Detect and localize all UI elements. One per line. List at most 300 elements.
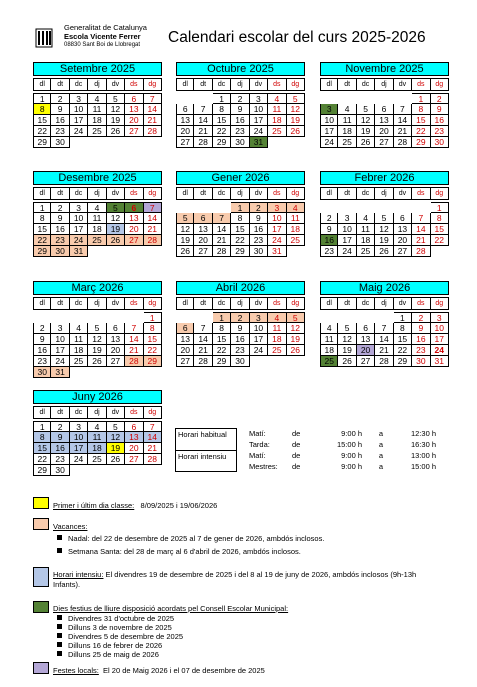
empty-cell [213,202,231,213]
day-cell: 2 [412,312,430,323]
day-cell: 17 [268,224,286,235]
weekday-label: ds [412,78,430,91]
days-grid [320,202,449,257]
day-cell: 26 [287,345,305,356]
legend-swatch-intensiu [33,567,49,587]
day-cell: 20 [125,224,143,235]
day-cell: 10 [320,115,338,126]
empty-cell [107,367,125,378]
day-cell: 26 [287,126,305,137]
day-cell: 15 [231,224,249,235]
weekday-label: dt [194,297,212,310]
day-cell: 29 [33,465,51,476]
schedule-to: 16:30 h [410,440,436,449]
day-cell: 16 [33,345,51,356]
month-title: Maig 2026 [320,281,449,295]
day-cell: 29 [213,356,231,367]
day-cell: 3 [70,93,88,104]
day-cell: 21 [375,345,393,356]
day-cell: 5 [88,323,106,334]
legend-festius-item: Dilluns 16 de febrer de 2026 [57,641,162,650]
day-cell: 18 [357,235,375,246]
day-cell: 9 [33,334,51,345]
day-cell: 11 [268,104,286,115]
schedule-from-word: de [292,440,301,449]
weekday-label: dg [431,297,449,310]
day-cell: 8 [33,432,51,443]
day-cell: 26 [375,246,393,257]
empty-cell [107,246,125,257]
empty-cell [320,312,338,323]
empty-cell [194,202,212,213]
day-cell: 14 [394,115,412,126]
day-cell: 20 [357,345,375,356]
day-cell: 5 [107,93,125,104]
empty-cell [375,202,393,213]
day-cell: 1 [431,202,449,213]
day-cell: 2 [250,202,268,213]
schedule-to-word: a [378,451,384,460]
day-cell: 26 [338,356,356,367]
day-cell: 9 [412,323,430,334]
legend-locals-label: Festes locals: [53,666,99,675]
day-cell: 10 [70,432,88,443]
day-cell: 2 [231,312,249,323]
weekday-label: dg [144,187,162,200]
day-cell: 3 [338,213,356,224]
day-cell: 20 [176,126,194,137]
day-cell: 3 [431,312,449,323]
empty-cell [250,356,268,367]
day-cell: 1 [412,93,430,104]
day-cell: 30 [431,137,449,148]
day-cell: 27 [125,235,143,246]
day-cell: 20 [125,115,143,126]
day-cell: 28 [394,137,412,148]
day-cell: 17 [250,115,268,126]
weekday-header [176,187,305,199]
day-cell: 1 [231,202,249,213]
day-cell: 23 [412,345,430,356]
weekday-label: ds [268,297,286,310]
day-cell: 27 [357,356,375,367]
day-cell: 10 [268,213,286,224]
month-calendar [33,390,162,476]
month-title: Novembre 2025 [320,62,449,76]
day-cell: 14 [144,104,162,115]
empty-cell [107,137,125,148]
day-cell: 15 [431,224,449,235]
day-cell: 1 [33,421,51,432]
day-cell: 4 [268,93,286,104]
day-cell: 24 [320,137,338,148]
weekday-label: ds [412,187,430,200]
weekday-label: dg [431,187,449,200]
day-cell: 30 [231,356,249,367]
weekday-label: dg [287,297,305,310]
weekday-label: dg [144,406,162,419]
weekday-label: ds [268,78,286,91]
weekday-header [320,78,449,90]
legend-first-last [53,501,217,511]
day-cell: 28 [213,246,231,257]
schedule-period: Matí: [249,429,266,438]
schedule-from-word: de [292,451,301,460]
empty-cell [338,93,356,104]
day-cell: 14 [412,224,430,235]
day-cell: 14 [125,334,143,345]
day-cell: 18 [88,115,106,126]
days-grid [320,312,449,367]
day-cell: 28 [125,356,143,367]
day-cell: 10 [70,104,88,115]
empty-cell [125,312,143,323]
day-cell: 9 [231,323,249,334]
weekday-label: dg [287,78,305,91]
day-cell: 13 [125,432,143,443]
month-title: Octubre 2025 [176,62,305,76]
empty-cell [375,93,393,104]
day-cell: 19 [107,443,125,454]
day-cell: 11 [287,213,305,224]
day-cell: 8 [33,213,51,224]
weekday-label: dl [320,187,338,200]
day-cell: 7 [144,202,162,213]
empty-cell [338,202,356,213]
day-cell: 21 [144,443,162,454]
day-cell: 9 [320,224,338,235]
empty-cell [33,312,51,323]
day-cell: 22 [231,235,249,246]
day-cell: 19 [107,224,125,235]
day-cell: 24 [51,356,69,367]
day-cell: 13 [125,104,143,115]
day-cell: 15 [33,224,51,235]
weekday-label: dl [320,297,338,310]
day-cell: 17 [320,126,338,137]
day-cell: 7 [144,93,162,104]
day-cell: 6 [176,104,194,115]
day-cell: 23 [51,126,69,137]
day-cell: 12 [107,104,125,115]
day-cell: 29 [412,137,430,148]
day-cell: 13 [176,334,194,345]
day-cell: 14 [194,115,212,126]
month-calendar [33,281,162,378]
month-title: Gener 2026 [176,171,305,185]
day-cell: 9 [51,432,69,443]
weekday-header [176,78,305,90]
day-cell: 14 [144,432,162,443]
day-cell: 26 [107,454,125,465]
day-cell: 16 [412,334,430,345]
day-cell: 17 [51,345,69,356]
day-cell: 29 [33,246,51,257]
day-cell: 1 [213,312,231,323]
weekday-label: dt [338,78,356,91]
day-cell: 19 [287,115,305,126]
day-cell: 21 [144,115,162,126]
day-cell: 13 [107,334,125,345]
day-cell: 3 [51,323,69,334]
day-cell: 15 [33,443,51,454]
day-cell: 16 [231,115,249,126]
weekday-label: dl [33,78,51,91]
empty-cell [144,367,162,378]
weekday-label: dv [394,187,412,200]
day-cell: 10 [70,213,88,224]
weekday-label: dl [176,187,194,200]
day-cell: 31 [250,137,268,148]
day-cell: 1 [394,312,412,323]
day-cell: 1 [33,202,51,213]
empty-cell [125,367,143,378]
day-cell: 22 [33,126,51,137]
day-cell: 22 [213,345,231,356]
day-cell: 7 [213,213,231,224]
day-cell: 9 [51,104,69,115]
legend-festius-item: Divendres 31 d'octubre de 2025 [57,614,174,623]
weekday-label: dc [357,78,375,91]
schedule-label: Horari habitual [175,428,237,439]
legend-vacances-item: Nadal: del 22 de desembre de 2025 al 7 de gener de 2026, ambdós inclosos. [57,534,324,543]
weekday-header [33,406,162,418]
day-cell: 14 [213,224,231,235]
weekday-label: dv [394,78,412,91]
schedule-period: Matí: [249,451,266,460]
day-cell: 20 [176,345,194,356]
day-cell: 27 [194,246,212,257]
weekday-label: dt [51,78,69,91]
weekday-label: dj [231,297,249,310]
day-cell: 27 [125,454,143,465]
day-cell: 19 [357,126,375,137]
day-cell: 29 [213,137,231,148]
day-cell: 19 [176,235,194,246]
weekday-label: dj [375,187,393,200]
day-cell: 13 [125,213,143,224]
empty-cell [176,93,194,104]
day-cell: 5 [107,421,125,432]
day-cell: 25 [357,246,375,257]
day-cell: 8 [144,323,162,334]
org-name: Generalitat de Catalunya [64,23,147,32]
weekday-label: dv [250,78,268,91]
day-cell: 10 [338,224,356,235]
day-cell: 16 [231,334,249,345]
empty-cell [88,246,106,257]
days-grid [33,312,162,378]
day-cell: 4 [287,202,305,213]
empty-cell [412,202,430,213]
legend-festius-item: Divendres 5 de desembre de 2025 [57,632,183,641]
weekday-label: dg [144,78,162,91]
day-cell: 1 [33,93,51,104]
weekday-label: dl [33,187,51,200]
day-cell: 12 [287,104,305,115]
weekday-label: dv [107,297,125,310]
day-cell: 7 [144,421,162,432]
empty-cell [287,137,305,148]
day-cell: 8 [431,213,449,224]
empty-cell [338,312,356,323]
schedule-from: 15:00 h [336,440,362,449]
day-cell: 5 [338,323,356,334]
day-cell: 6 [394,213,412,224]
day-cell: 12 [176,224,194,235]
page-title: Calendari escolar del curs 2025-2026 [168,29,426,46]
weekday-label: dt [51,297,69,310]
day-cell: 23 [231,345,249,356]
day-cell: 12 [107,432,125,443]
day-cell: 12 [375,224,393,235]
schedule-from-word: de [292,462,301,471]
day-cell: 7 [194,323,212,334]
empty-cell [51,312,69,323]
day-cell: 21 [412,235,430,246]
weekday-label: ds [125,297,143,310]
month-calendar [176,62,305,148]
weekday-label: dv [250,297,268,310]
day-cell: 17 [70,115,88,126]
day-cell: 30 [250,246,268,257]
empty-cell [268,356,286,367]
day-cell: 23 [431,126,449,137]
day-cell: 8 [231,213,249,224]
empty-cell [107,312,125,323]
day-cell: 29 [394,356,412,367]
day-cell: 4 [338,104,356,115]
day-cell: 13 [375,115,393,126]
day-cell: 28 [194,137,212,148]
day-cell: 4 [320,323,338,334]
schedule-period: Mestres: [249,462,278,471]
legend-intensiu-text: El divendres 19 de desembre de 2025 i del 8 al 19 de juny de 2026, ambdós inclosos (9h-13h [105,570,417,579]
empty-cell [394,202,412,213]
day-cell: 25 [268,126,286,137]
day-cell: 18 [70,345,88,356]
day-cell: 11 [88,432,106,443]
month-title: Juny 2026 [33,390,162,404]
day-cell: 23 [250,235,268,246]
day-cell: 5 [176,213,194,224]
day-cell: 29 [144,356,162,367]
day-cell: 16 [320,235,338,246]
empty-cell [144,246,162,257]
day-cell: 15 [213,115,231,126]
days-grid [176,312,305,367]
legend-swatch-locals [33,662,49,674]
day-cell: 5 [287,312,305,323]
day-cell: 5 [375,213,393,224]
day-cell: 27 [176,356,194,367]
day-cell: 8 [213,323,231,334]
empty-cell [320,202,338,213]
day-cell: 30 [51,246,69,257]
day-cell: 31 [70,246,88,257]
day-cell: 24 [338,246,356,257]
legend-festius-label: Dies festius de lliure disposició acordats pel Consell Escolar Municipal: [53,604,289,613]
day-cell: 13 [394,224,412,235]
weekday-label: dl [176,78,194,91]
day-cell: 2 [51,202,69,213]
day-cell: 6 [125,202,143,213]
day-cell: 3 [320,104,338,115]
day-cell: 19 [88,345,106,356]
day-cell: 27 [125,126,143,137]
day-cell: 10 [250,323,268,334]
day-cell: 6 [125,421,143,432]
schedule-label [175,461,237,472]
schedule-from-word: de [292,429,301,438]
day-cell: 11 [88,213,106,224]
weekday-label: dc [70,78,88,91]
empty-cell [176,202,194,213]
day-cell: 16 [250,224,268,235]
schedule-row [175,461,450,472]
weekday-label: dc [70,406,88,419]
schedule-to: 12:30 h [410,429,436,438]
day-cell: 2 [33,323,51,334]
month-title: Desembre 2025 [33,171,162,185]
month-calendar [33,62,162,148]
day-cell: 16 [51,115,69,126]
day-cell: 5 [357,104,375,115]
day-cell: 6 [125,93,143,104]
day-cell: 10 [431,323,449,334]
empty-cell [357,312,375,323]
day-cell: 4 [357,213,375,224]
schedule-to: 15:00 h [410,462,436,471]
weekday-label: dj [375,297,393,310]
day-cell: 31 [51,367,69,378]
day-cell: 17 [431,334,449,345]
schedule-period: Tarda: [249,440,270,449]
weekday-label: dj [375,78,393,91]
weekday-label: dt [51,406,69,419]
day-cell: 12 [88,334,106,345]
day-cell: 6 [107,323,125,334]
weekday-label: dc [357,297,375,310]
day-cell: 17 [250,334,268,345]
day-cell: 11 [268,323,286,334]
day-cell: 21 [194,345,212,356]
day-cell: 12 [357,115,375,126]
empty-cell [125,137,143,148]
days-grid [33,93,162,148]
day-cell: 4 [88,421,106,432]
day-cell: 9 [431,104,449,115]
day-cell: 25 [88,126,106,137]
day-cell: 31 [431,356,449,367]
day-cell: 5 [107,202,125,213]
day-cell: 24 [70,235,88,246]
day-cell: 15 [144,334,162,345]
legend-festius-item: Dilluns 25 de maig de 2026 [57,650,159,659]
empty-cell [144,137,162,148]
legend-first-last-label: Primer i últim dia classe: [53,501,135,510]
days-grid [176,93,305,148]
weekday-label: dl [320,78,338,91]
day-cell: 21 [144,224,162,235]
month-title: Febrer 2026 [320,171,449,185]
day-cell: 2 [231,93,249,104]
day-cell: 24 [250,126,268,137]
day-cell: 8 [33,104,51,115]
day-cell: 22 [394,345,412,356]
empty-cell [88,137,106,148]
day-cell: 28 [144,126,162,137]
